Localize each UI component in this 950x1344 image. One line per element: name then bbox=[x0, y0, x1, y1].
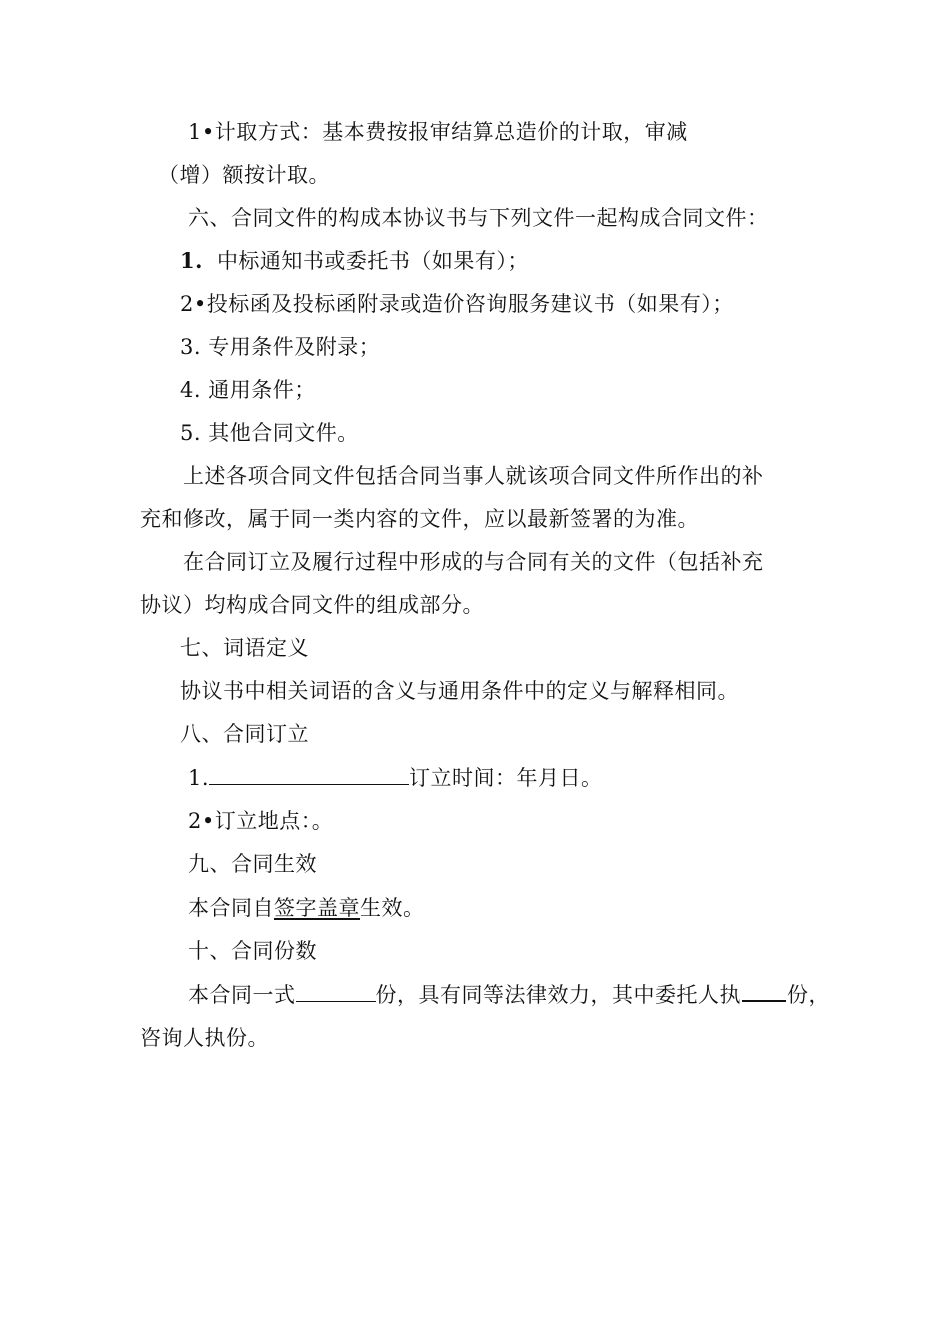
clause-10-part-1: 本合同一式 bbox=[188, 983, 296, 1007]
clause-9-prefix: 本合同自 bbox=[188, 896, 274, 920]
fee-method-line: 1•计取方式：基本费按报审结算总造价的计取，审减 bbox=[188, 120, 688, 144]
signature-seal-underlined: 签字盖章 bbox=[274, 896, 360, 920]
clause-7-text: 协议书中相关词语的含义与通用条件中的定义与解释相同。 bbox=[180, 679, 739, 703]
client-copies-blank bbox=[742, 987, 786, 1002]
clause-9-text bbox=[188, 894, 425, 922]
clause-8-heading: 八、合同订立 bbox=[180, 722, 309, 746]
clause-6-item-1 bbox=[180, 247, 529, 275]
paragraph-related-documents: 在合同订立及履行过程中形成的与合同有关的文件（包括补充 bbox=[183, 550, 764, 574]
paragraph-supplement-continued: 充和修改，属于同一类内容的文件，应以最新签署的为准。 bbox=[140, 507, 699, 531]
fee-method-line-continued: （增）额按计取。 bbox=[158, 163, 330, 187]
signing-time-text: 订立时间：年月日。 bbox=[409, 766, 603, 790]
copies-blank bbox=[296, 981, 376, 1002]
clause-6-item-4: 4. 通用条件； bbox=[180, 378, 316, 402]
clause-10-heading: 十、合同份数 bbox=[188, 939, 317, 963]
clause-6-item-5: 5. 其他合同文件。 bbox=[180, 421, 359, 445]
paragraph-supplement: 上述各项合同文件包括合同当事人就该项合同文件所作出的补 bbox=[183, 464, 764, 488]
clause-10-part-3: 份， bbox=[787, 983, 830, 1007]
paragraph-related-documents-continued: 协议）均构成合同文件的组成部分。 bbox=[140, 593, 484, 617]
item-number: 1. bbox=[180, 248, 203, 273]
clause-9-suffix: 生效。 bbox=[360, 896, 425, 920]
item-text: 中标通知书或委托书（如果有）； bbox=[216, 249, 529, 273]
clause-9-heading: 九、合同生效 bbox=[188, 852, 317, 876]
clause-6-item-3: 3. 专用条件及附录； bbox=[180, 335, 381, 359]
clause-7-heading: 七、词语定义 bbox=[180, 636, 309, 660]
clause-6-item-2: 2•投标函及投标函附录或造价咨询服务建议书（如果有）； bbox=[180, 292, 734, 316]
clause-6-heading: 六、合同文件的构成本协议书与下列文件一起构成合同文件： bbox=[188, 206, 769, 230]
clause-8-item-1 bbox=[188, 764, 603, 792]
clause-10-text-continued: 咨询人执份。 bbox=[140, 1026, 269, 1050]
item-number: 1. bbox=[188, 766, 210, 790]
clause-8-item-2: 2•订立地点：。 bbox=[188, 809, 334, 833]
clause-10-text bbox=[188, 981, 830, 1009]
clause-10-part-2: 份，具有同等法律效力，其中委托人执 bbox=[375, 983, 741, 1007]
signing-blank bbox=[209, 764, 409, 785]
